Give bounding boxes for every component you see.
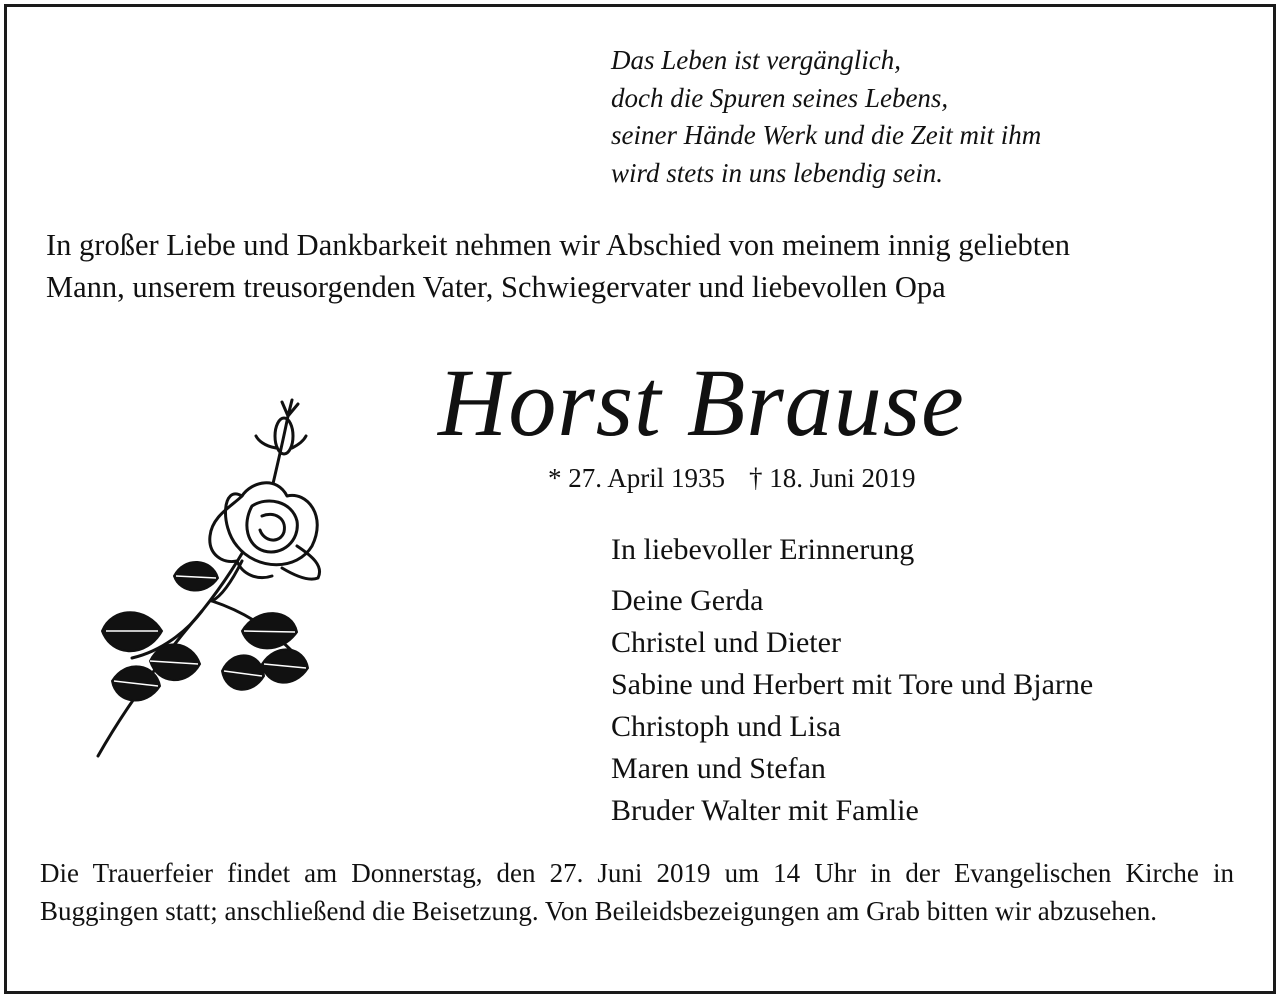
- deceased-name: Horst Brause: [438, 349, 965, 456]
- family-member: Bruder Walter mit Famlie: [611, 794, 919, 827]
- poem-line: wird stets in uns lebendig sein.: [611, 157, 943, 188]
- family-member: Maren und Stefan: [611, 752, 826, 785]
- family-member: Christel und Dieter: [611, 626, 841, 659]
- family-member: Deine Gerda: [611, 584, 764, 617]
- poem: [611, 42, 1041, 192]
- funeral-notice: Die Trauerfeier findet am Donnerstag, den 27. Juni 2019 um 14 Uhr in der Evangelischen Kirche in Buggingen statt; anschließend die Beisetzung. Von Beileidsbezeigungen am Grab bitten wir abzusehen.: [40, 858, 1234, 926]
- family-member: Sabine und Herbert mit Tore und Bjarne: [611, 668, 1094, 701]
- intro-text: [46, 224, 1236, 308]
- memory-label: In liebevoller Erinnerung: [611, 533, 915, 566]
- family-list: [611, 580, 1093, 832]
- poem-line: seiner Hände Werk und die Zeit mit ihm: [611, 120, 1042, 150]
- rose-icon: [92, 396, 322, 766]
- family-member: Christoph und Lisa: [611, 710, 841, 743]
- birth-date: * 27. April 1935: [548, 463, 726, 493]
- intro-line: Mann, unserem treusorgenden Vater, Schwiegervater und liebevollen Opa: [46, 270, 946, 304]
- poem-line: doch die Spuren seines Lebens,: [611, 82, 949, 113]
- poem-line: Das Leben ist vergänglich,: [611, 45, 901, 75]
- intro-line: In großer Liebe und Dankbarkeit nehmen wir Abschied von meinem innig geliebten: [46, 228, 1070, 262]
- life-dates: [548, 461, 920, 495]
- death-date: † 18. Juni 2019: [749, 463, 916, 493]
